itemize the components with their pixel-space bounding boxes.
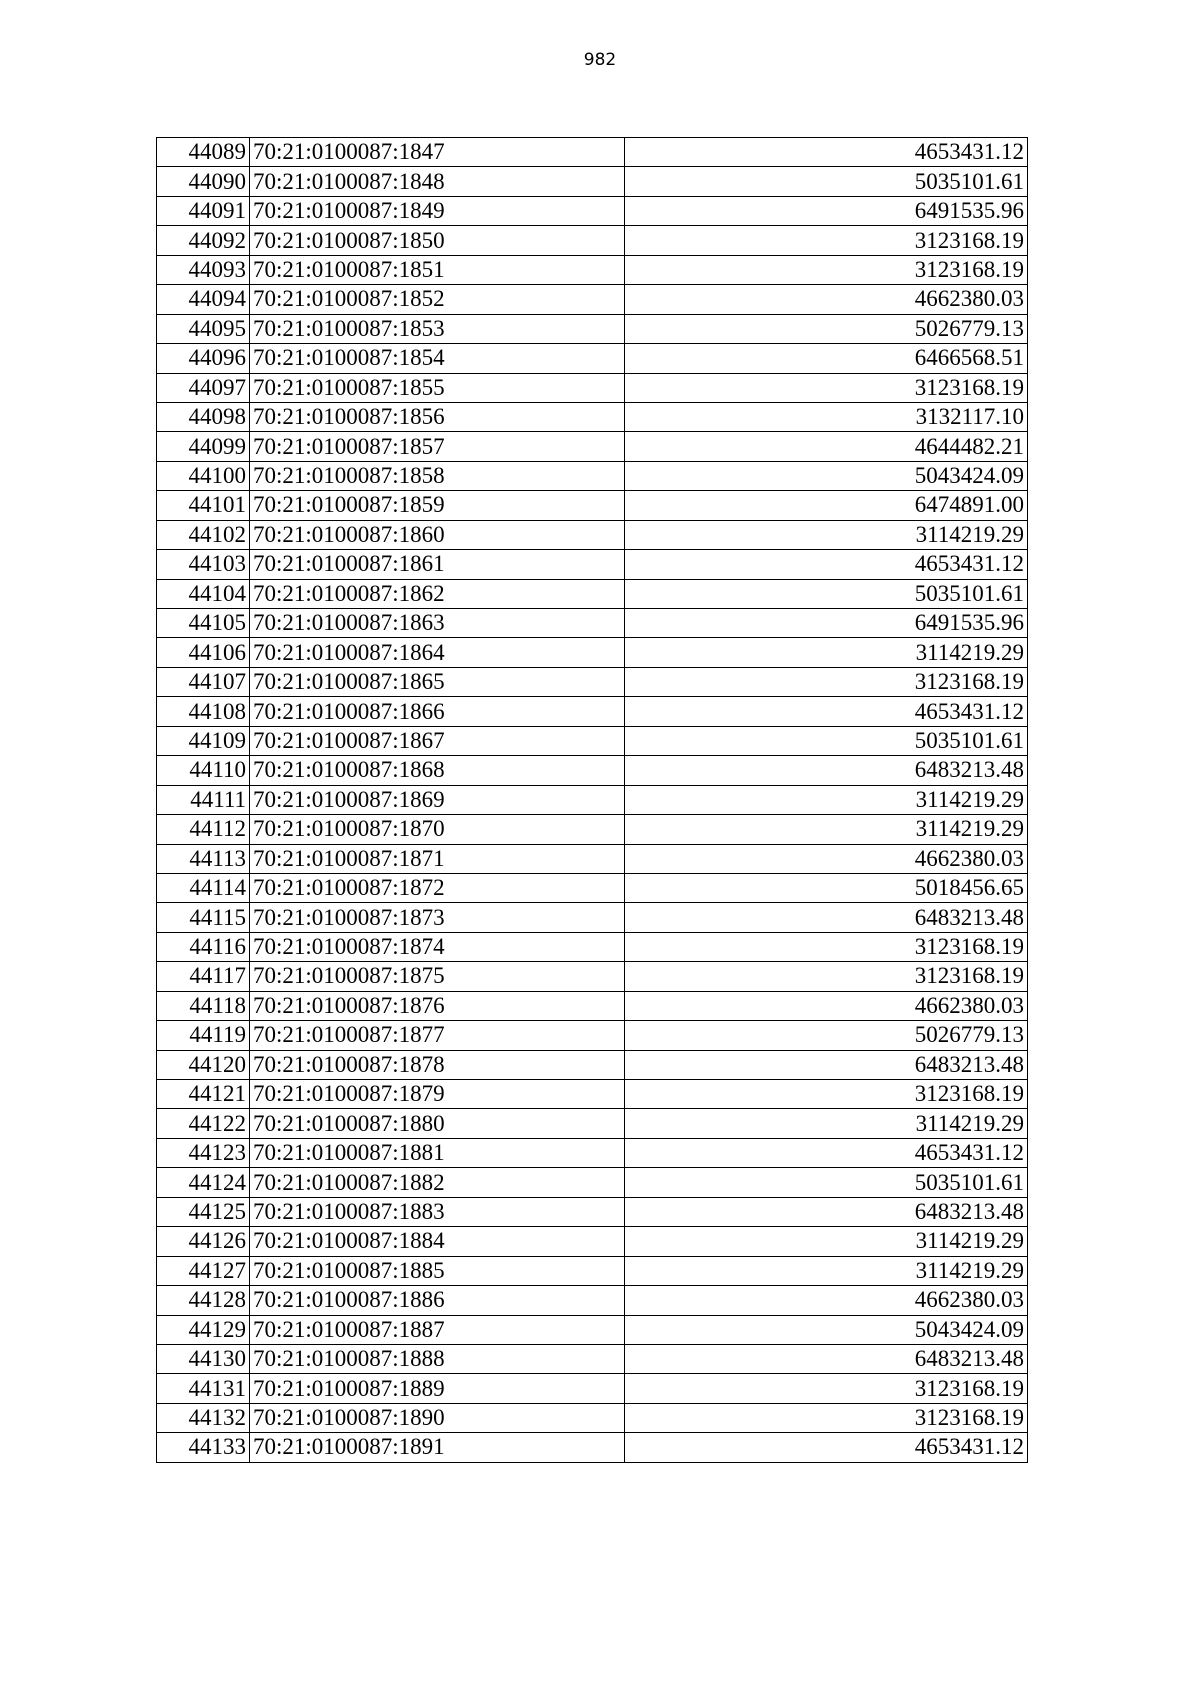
row-number-cell: 44107 <box>157 667 250 696</box>
row-number-cell: 44091 <box>157 196 250 225</box>
row-number-cell: 44116 <box>157 932 250 961</box>
row-number-cell: 44114 <box>157 873 250 902</box>
cadastral-value-cell: 3123168.19 <box>625 667 1028 696</box>
row-number-cell: 44089 <box>157 138 250 167</box>
table-row <box>157 1168 1028 1197</box>
table-row <box>157 638 1028 667</box>
row-number-cell: 44133 <box>157 1433 250 1462</box>
cadastral-number-cell: 70:21:0100087:1847 <box>250 138 625 167</box>
table-row <box>157 373 1028 402</box>
table-row <box>157 285 1028 314</box>
cadastral-value-cell: 3123168.19 <box>625 373 1028 402</box>
row-number-cell: 44125 <box>157 1197 250 1226</box>
cadastral-value-cell: 4644482.21 <box>625 432 1028 461</box>
row-number-cell: 44099 <box>157 432 250 461</box>
table-row <box>157 609 1028 638</box>
row-number-cell: 44109 <box>157 726 250 755</box>
row-number-cell: 44128 <box>157 1286 250 1315</box>
table-row <box>157 932 1028 961</box>
cadastral-value-cell: 3114219.29 <box>625 1227 1028 1256</box>
row-number-cell: 44100 <box>157 461 250 490</box>
cadastral-number-cell: 70:21:0100087:1857 <box>250 432 625 461</box>
cadastral-number-cell: 70:21:0100087:1874 <box>250 932 625 961</box>
cadastral-value-cell: 3114219.29 <box>625 1256 1028 1285</box>
table-row <box>157 314 1028 343</box>
cadastral-value-cell: 3114219.29 <box>625 1109 1028 1138</box>
row-number-cell: 44102 <box>157 520 250 549</box>
cadastral-number-cell: 70:21:0100087:1848 <box>250 167 625 196</box>
cadastral-number-cell: 70:21:0100087:1867 <box>250 726 625 755</box>
table-row <box>157 1050 1028 1079</box>
cadastral-value-cell: 3123168.19 <box>625 1080 1028 1109</box>
cadastral-value-cell: 5018456.65 <box>625 873 1028 902</box>
row-number-cell: 44131 <box>157 1374 250 1403</box>
cadastral-value-cell: 6474891.00 <box>625 491 1028 520</box>
row-number-cell: 44126 <box>157 1227 250 1256</box>
table-row <box>157 903 1028 932</box>
table-row <box>157 520 1028 549</box>
table-row <box>157 579 1028 608</box>
row-number-cell: 44123 <box>157 1138 250 1167</box>
cadastral-number-cell: 70:21:0100087:1866 <box>250 697 625 726</box>
row-number-cell: 44101 <box>157 491 250 520</box>
cadastral-number-cell: 70:21:0100087:1870 <box>250 815 625 844</box>
row-number-cell: 44127 <box>157 1256 250 1285</box>
row-number-cell: 44130 <box>157 1344 250 1373</box>
table-row <box>157 461 1028 490</box>
table-row <box>157 1344 1028 1373</box>
cadastral-value-cell: 4662380.03 <box>625 844 1028 873</box>
table-row <box>157 697 1028 726</box>
cadastral-value-cell: 3132117.10 <box>625 402 1028 431</box>
cadastral-value-cell: 4653431.12 <box>625 1433 1028 1462</box>
cadastral-number-cell: 70:21:0100087:1868 <box>250 756 625 785</box>
cadastral-number-cell: 70:21:0100087:1887 <box>250 1315 625 1344</box>
cadastral-value-cell: 5035101.61 <box>625 167 1028 196</box>
cadastral-value-cell: 4653431.12 <box>625 697 1028 726</box>
cadastral-number-cell: 70:21:0100087:1850 <box>250 226 625 255</box>
table-row <box>157 815 1028 844</box>
cadastral-value-cell: 3123168.19 <box>625 255 1028 284</box>
cadastral-number-cell: 70:21:0100087:1861 <box>250 550 625 579</box>
cadastral-value-cell: 6483213.48 <box>625 1050 1028 1079</box>
cadastral-number-cell: 70:21:0100087:1885 <box>250 1256 625 1285</box>
cadastral-value-cell: 3123168.19 <box>625 1403 1028 1432</box>
table-row <box>157 1403 1028 1432</box>
row-number-cell: 44129 <box>157 1315 250 1344</box>
table-row <box>157 1374 1028 1403</box>
table-row <box>157 1315 1028 1344</box>
row-number-cell: 44095 <box>157 314 250 343</box>
table-row <box>157 667 1028 696</box>
cadastral-value-cell: 6483213.48 <box>625 756 1028 785</box>
cadastral-value-cell: 6466568.51 <box>625 344 1028 373</box>
row-number-cell: 44106 <box>157 638 250 667</box>
row-number-cell: 44093 <box>157 255 250 284</box>
row-number-cell: 44105 <box>157 609 250 638</box>
row-number-cell: 44092 <box>157 226 250 255</box>
table-row <box>157 402 1028 431</box>
row-number-cell: 44097 <box>157 373 250 402</box>
cadastral-value-cell: 4662380.03 <box>625 991 1028 1020</box>
row-number-cell: 44112 <box>157 815 250 844</box>
table-row <box>157 196 1028 225</box>
row-number-cell: 44098 <box>157 402 250 431</box>
cadastral-number-cell: 70:21:0100087:1869 <box>250 785 625 814</box>
cadastral-value-cell: 3123168.19 <box>625 1374 1028 1403</box>
row-number-cell: 44096 <box>157 344 250 373</box>
cadastral-number-cell: 70:21:0100087:1878 <box>250 1050 625 1079</box>
cadastral-value-cell: 3114219.29 <box>625 520 1028 549</box>
cadastral-number-cell: 70:21:0100087:1856 <box>250 402 625 431</box>
cadastral-value-cell: 5043424.09 <box>625 461 1028 490</box>
cadastral-number-cell: 70:21:0100087:1879 <box>250 1080 625 1109</box>
cadastral-number-cell: 70:21:0100087:1876 <box>250 991 625 1020</box>
cadastral-value-cell: 3114219.29 <box>625 785 1028 814</box>
table-row <box>157 167 1028 196</box>
cadastral-value-cell: 3114219.29 <box>625 638 1028 667</box>
cadastral-value-cell: 5035101.61 <box>625 1168 1028 1197</box>
table-row <box>157 1286 1028 1315</box>
row-number-cell: 44121 <box>157 1080 250 1109</box>
cadastral-number-cell: 70:21:0100087:1875 <box>250 962 625 991</box>
cadastral-number-cell: 70:21:0100087:1862 <box>250 579 625 608</box>
cadastral-number-cell: 70:21:0100087:1851 <box>250 255 625 284</box>
cadastral-value-cell: 6483213.48 <box>625 1344 1028 1373</box>
cadastral-number-cell: 70:21:0100087:1886 <box>250 1286 625 1315</box>
table-row <box>157 1227 1028 1256</box>
cadastral-value-cell: 3123168.19 <box>625 962 1028 991</box>
cadastral-value-cell: 6491535.96 <box>625 196 1028 225</box>
table-row <box>157 785 1028 814</box>
table-row <box>157 1109 1028 1138</box>
cadastral-number-cell: 70:21:0100087:1855 <box>250 373 625 402</box>
row-number-cell: 44111 <box>157 785 250 814</box>
row-number-cell: 44115 <box>157 903 250 932</box>
row-number-cell: 44120 <box>157 1050 250 1079</box>
cadastral-value-cell: 5035101.61 <box>625 579 1028 608</box>
table-row <box>157 432 1028 461</box>
row-number-cell: 44090 <box>157 167 250 196</box>
row-number-cell: 44094 <box>157 285 250 314</box>
table-row <box>157 226 1028 255</box>
cadastral-value-cell: 4662380.03 <box>625 1286 1028 1315</box>
cadastral-value-cell: 6483213.48 <box>625 903 1028 932</box>
cadastral-number-cell: 70:21:0100087:1888 <box>250 1344 625 1373</box>
cadastral-value-cell: 4653431.12 <box>625 550 1028 579</box>
row-number-cell: 44118 <box>157 991 250 1020</box>
row-number-cell: 44117 <box>157 962 250 991</box>
cadastral-value-cell: 3123168.19 <box>625 932 1028 961</box>
cadastral-number-cell: 70:21:0100087:1865 <box>250 667 625 696</box>
cadastral-value-cell: 6491535.96 <box>625 609 1028 638</box>
table-row <box>157 138 1028 167</box>
table-row <box>157 756 1028 785</box>
cadastral-value-cell: 4653431.12 <box>625 1138 1028 1167</box>
cadastral-value-cell: 5026779.13 <box>625 1021 1028 1050</box>
table-row <box>157 726 1028 755</box>
row-number-cell: 44119 <box>157 1021 250 1050</box>
cadastral-number-cell: 70:21:0100087:1849 <box>250 196 625 225</box>
cadastral-number-cell: 70:21:0100087:1873 <box>250 903 625 932</box>
cadastral-number-cell: 70:21:0100087:1863 <box>250 609 625 638</box>
row-number-cell: 44122 <box>157 1109 250 1138</box>
table-row <box>157 344 1028 373</box>
cadastral-number-cell: 70:21:0100087:1860 <box>250 520 625 549</box>
cadastral-number-cell: 70:21:0100087:1871 <box>250 844 625 873</box>
page-number: 982 <box>583 50 617 70</box>
table-row <box>157 991 1028 1020</box>
cadastral-number-cell: 70:21:0100087:1891 <box>250 1433 625 1462</box>
table-row <box>157 255 1028 284</box>
cadastral-value-cell: 5043424.09 <box>625 1315 1028 1344</box>
cadastral-number-cell: 70:21:0100087:1872 <box>250 873 625 902</box>
table-row <box>157 844 1028 873</box>
row-number-cell: 44113 <box>157 844 250 873</box>
cadastral-number-cell: 70:21:0100087:1852 <box>250 285 625 314</box>
table-row <box>157 1138 1028 1167</box>
table-row <box>157 962 1028 991</box>
cadastral-number-cell: 70:21:0100087:1864 <box>250 638 625 667</box>
table-row <box>157 1080 1028 1109</box>
row-number-cell: 44124 <box>157 1168 250 1197</box>
table-row <box>157 1433 1028 1462</box>
row-number-cell: 44110 <box>157 756 250 785</box>
table-row <box>157 1197 1028 1226</box>
cadastral-value-cell: 5026779.13 <box>625 314 1028 343</box>
cadastral-value-cell: 3123168.19 <box>625 226 1028 255</box>
table-row <box>157 550 1028 579</box>
cadastral-value-cell: 6483213.48 <box>625 1197 1028 1226</box>
row-number-cell: 44132 <box>157 1403 250 1432</box>
cadastral-number-cell: 70:21:0100087:1889 <box>250 1374 625 1403</box>
cadastral-number-cell: 70:21:0100087:1880 <box>250 1109 625 1138</box>
cadastral-value-cell: 3114219.29 <box>625 815 1028 844</box>
cadastral-number-cell: 70:21:0100087:1883 <box>250 1197 625 1226</box>
cadastral-number-cell: 70:21:0100087:1877 <box>250 1021 625 1050</box>
cadastral-value-cell: 4662380.03 <box>625 285 1028 314</box>
table-body <box>157 138 1028 1463</box>
row-number-cell: 44104 <box>157 579 250 608</box>
cadastral-number-cell: 70:21:0100087:1882 <box>250 1168 625 1197</box>
table-row <box>157 491 1028 520</box>
cadastral-number-cell: 70:21:0100087:1853 <box>250 314 625 343</box>
cadastral-number-cell: 70:21:0100087:1854 <box>250 344 625 373</box>
cadastral-number-cell: 70:21:0100087:1881 <box>250 1138 625 1167</box>
row-number-cell: 44108 <box>157 697 250 726</box>
table-row <box>157 1021 1028 1050</box>
table-row <box>157 873 1028 902</box>
cadastral-number-cell: 70:21:0100087:1859 <box>250 491 625 520</box>
cadastral-value-cell: 5035101.61 <box>625 726 1028 755</box>
cadastral-value-cell: 4653431.12 <box>625 138 1028 167</box>
cadastral-number-cell: 70:21:0100087:1884 <box>250 1227 625 1256</box>
cadastral-number-cell: 70:21:0100087:1890 <box>250 1403 625 1432</box>
cadastral-value-table <box>156 137 1028 1463</box>
table-row <box>157 1256 1028 1285</box>
row-number-cell: 44103 <box>157 550 250 579</box>
cadastral-number-cell: 70:21:0100087:1858 <box>250 461 625 490</box>
